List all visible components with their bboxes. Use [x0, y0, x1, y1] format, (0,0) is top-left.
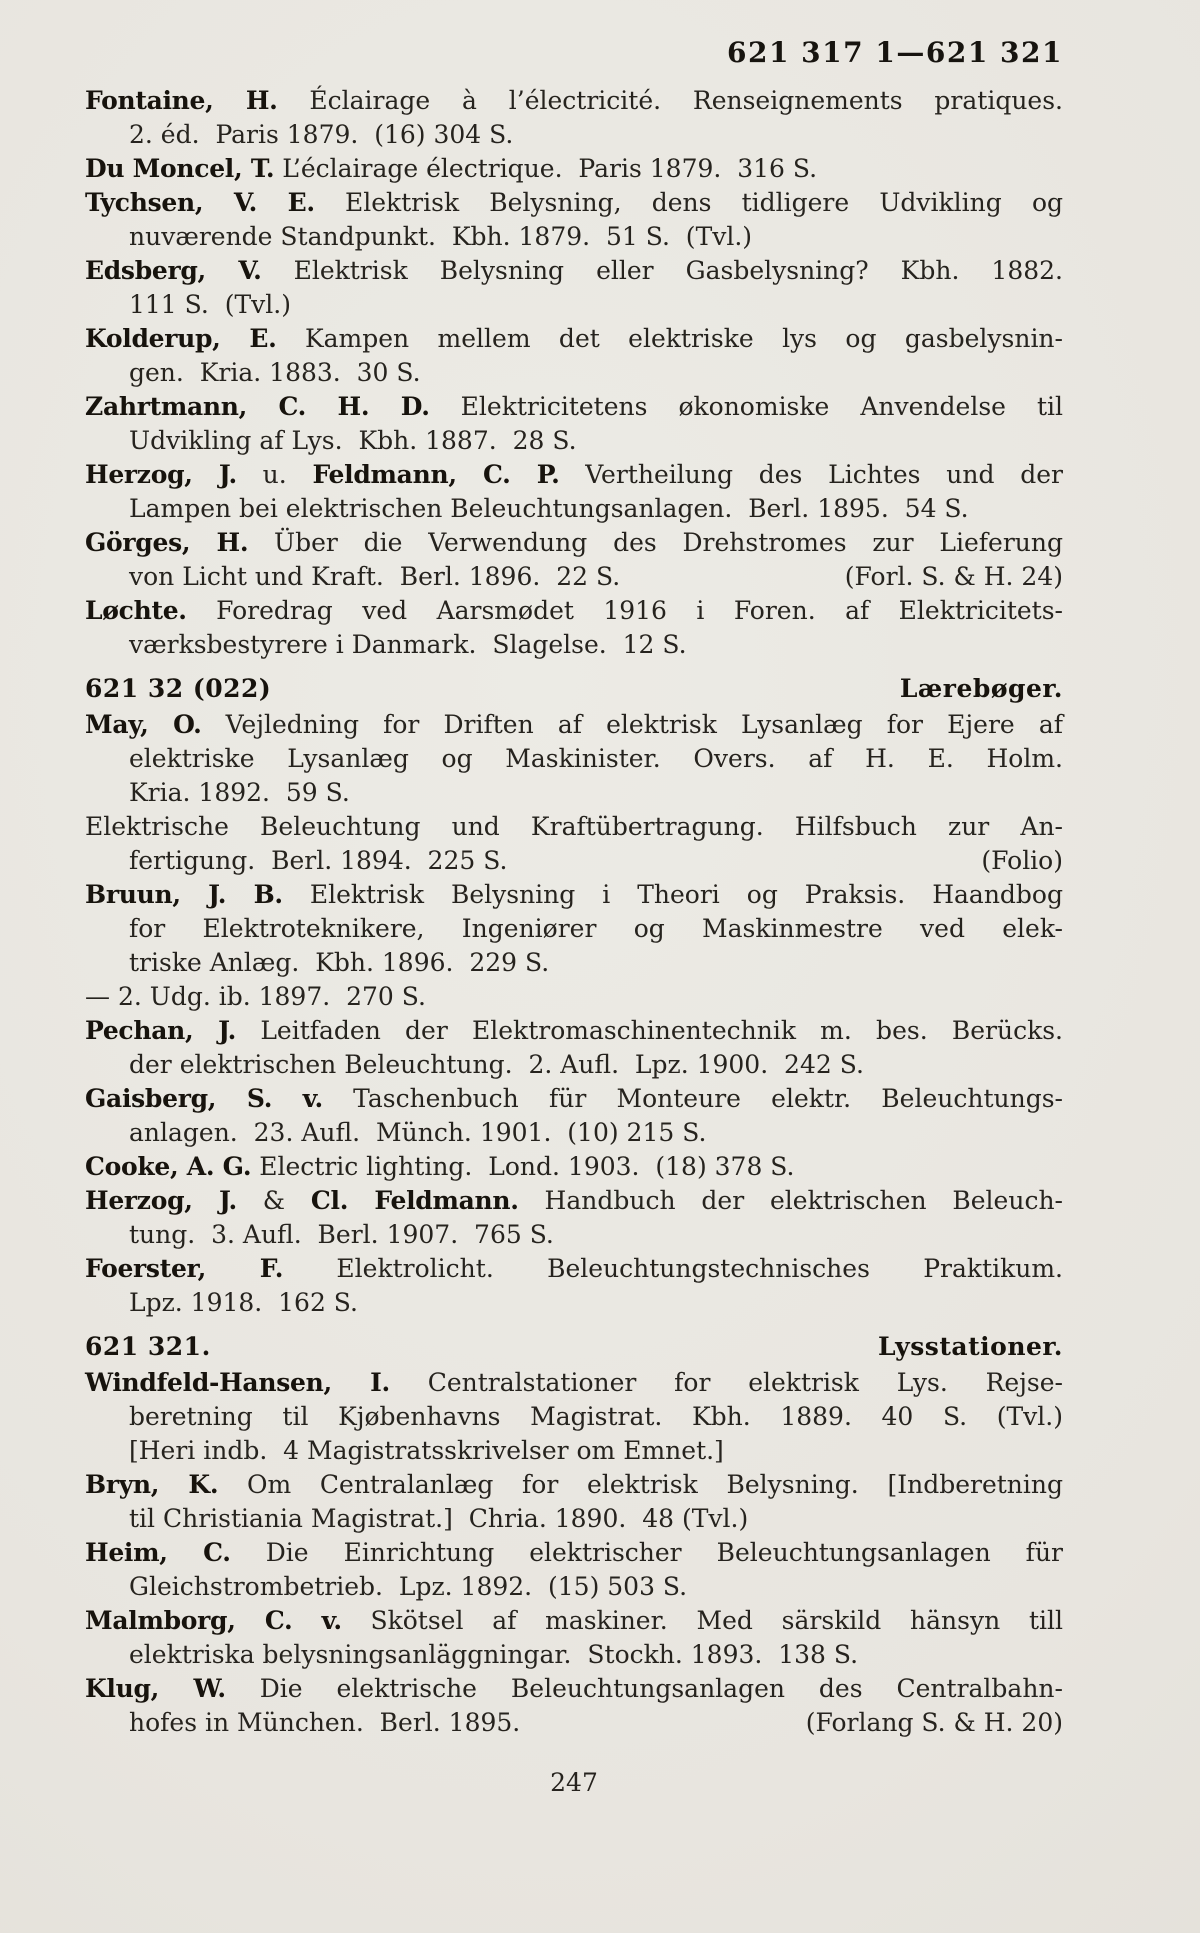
entry-line: [85, 1536, 1063, 1570]
catalog-entry: [85, 708, 1063, 810]
author-name: Zahrtmann, C. H. D.: [85, 392, 430, 421]
catalog-entry: [85, 1366, 1063, 1468]
entry-text: L’éclairage électrique. Paris 1879. 316 S.: [274, 154, 818, 183]
author-name: Edsberg, V.: [85, 256, 262, 285]
catalog-entry: [85, 84, 1063, 152]
entry-text: nuværende Standpunkt. Kbh. 1879. 51 S. (Tvl.): [129, 222, 753, 251]
entry-text: von Licht und Kraft. Berl. 1896. 22 S.: [129, 562, 621, 591]
entry-text: Über die Verwendung des Drehstromes zur Lieferung: [248, 528, 1064, 557]
section-number: 621 32 (022): [85, 674, 272, 703]
catalog-entry: [85, 526, 1063, 594]
entry-text: anlagen. 23. Aufl. Münch. 1901. (10) 215 S.: [129, 1118, 707, 1147]
entry-text: beretning til Kjøbenhavns Magistrat. Kbh. 1889. 40 S. (Tvl.): [129, 1402, 1063, 1431]
entry-line: [85, 742, 1063, 776]
author-name: Görges, H.: [85, 528, 249, 557]
entry-text: Gleichstrombetrieb. Lpz. 1892. (15) 503 S.: [129, 1572, 688, 1601]
text-block: [85, 84, 1063, 1740]
author-name: Feldmann, C. P.: [312, 460, 560, 489]
author-name: Gaisberg, S. v.: [85, 1084, 323, 1113]
entry-text: Udvikling af Lys. Kbh. 1887. 28 S.: [129, 426, 577, 455]
catalog-entry: [85, 1468, 1063, 1536]
catalog-entry: [85, 1536, 1063, 1604]
entry-text: Elektrisk Belysning i Theori og Praksis. Haandbog: [282, 880, 1063, 909]
entry-line: [85, 356, 1063, 390]
entry-text: tung. 3. Aufl. Berl. 1907. 765 S.: [129, 1220, 554, 1249]
entry-line: [85, 628, 1063, 662]
entry-text: Vejledning for Driften af elektrisk Lysanlæg for Ejere af: [201, 710, 1063, 739]
entry-line: [85, 84, 1063, 118]
entry-text: Elektrisk Belysning, dens tidligere Udvikling og: [314, 188, 1063, 217]
catalog-entry: [85, 810, 1063, 878]
catalog-entry: [85, 1150, 1063, 1184]
entry-line: [85, 1366, 1063, 1400]
entry-text: [129, 560, 620, 594]
entry-line: [85, 708, 1063, 742]
entry-text: Elektrische Beleuchtung und Kraftübertragung. Hilfsbuch zur An-: [85, 812, 1063, 841]
author-name: Pechan, J.: [85, 1016, 237, 1045]
entry-line: [85, 1400, 1063, 1434]
entry-line: [85, 844, 1063, 878]
entry-text: Lpz. 1918. 162 S.: [129, 1288, 358, 1317]
entry-line: [85, 152, 1063, 186]
author-name: Klug, W.: [85, 1674, 226, 1703]
author-name: Heim, C.: [85, 1538, 231, 1567]
author-name: Malmborg, C. v.: [85, 1606, 342, 1635]
entry-line: [85, 1604, 1063, 1638]
author-name: Cl. Feldmann.: [310, 1186, 519, 1215]
entry-line: [85, 560, 1063, 594]
entry-line: [85, 594, 1063, 628]
entry-text: [Heri indb. 4 Magistratsskrivelser om Emnet.]: [129, 1436, 724, 1465]
entry-text: Handbuch der elektrischen Beleuch-: [518, 1186, 1063, 1215]
catalog-entry: [85, 1252, 1063, 1320]
publisher-note: (Forl. S. & H. 24): [844, 562, 1063, 591]
entry-line: [85, 776, 1063, 810]
entry-line: [85, 118, 1063, 152]
entry-line: [85, 186, 1063, 220]
entry-text: &: [236, 1186, 311, 1215]
catalog-entry: [85, 1082, 1063, 1150]
entry-text: for Elektroteknikere, Ingeniører og Maskinmestre ved elek-: [129, 914, 1063, 943]
author-name: Windfeld-Hansen, I.: [85, 1368, 390, 1397]
catalog-entry: [85, 1014, 1063, 1082]
catalog-entry: [85, 254, 1063, 322]
entry-text: Elektrolicht. Beleuchtungstechnisches Praktikum.: [283, 1254, 1063, 1283]
entry-line: [85, 1502, 1063, 1536]
entry-text: Vertheilung des Lichtes und der: [559, 460, 1063, 489]
entry-line: [85, 1218, 1063, 1252]
section-heading: [85, 672, 1063, 706]
author-name: Kolderup, E.: [85, 324, 277, 353]
author-name: Løchte.: [85, 596, 187, 625]
entry-line: [85, 1434, 1063, 1468]
entry-text: der elektrischen Beleuchtung. 2. Aufl. Lpz. 1900. 242 S.: [129, 1050, 864, 1079]
entry-line: [85, 254, 1063, 288]
catalog-entry: [85, 152, 1063, 186]
entry-line: [85, 526, 1063, 560]
entry-line: [85, 1048, 1063, 1082]
entry-text: Taschenbuch für Monteure elektr. Beleuchtungs-: [322, 1084, 1063, 1113]
author-name: Tychsen, V. E.: [85, 188, 315, 217]
entry-line: [85, 492, 1063, 526]
entry-text: hofes in München. Berl. 1895.: [129, 1708, 521, 1737]
entry-line: [85, 1638, 1063, 1672]
catalog-entry: [85, 594, 1063, 662]
author-name: May, O.: [85, 710, 202, 739]
catalog-entry: [85, 390, 1063, 458]
section-heading: [85, 1330, 1063, 1364]
entry-line: [85, 458, 1063, 492]
entry-text: gen. Kria. 1883. 30 S.: [129, 358, 421, 387]
entry-text: — 2. Udg. ib. 1897. 270 S.: [85, 982, 426, 1011]
entry-text: Éclairage à l’électricité. Renseignements pratiques.: [277, 86, 1063, 115]
entry-text: Elektricitetens økonomiske Anvendelse til: [429, 392, 1063, 421]
catalog-entry: [85, 878, 1063, 980]
section-number: 621 321.: [85, 1332, 211, 1361]
entry-text: u.: [236, 460, 313, 489]
catalog-entry: [85, 458, 1063, 526]
entry-text: værksbestyrere i Danmark. Slagelse. 12 S.: [129, 630, 687, 659]
entry-text: Om Centralanlæg for elektrisk Belysning. [Indberetning: [218, 1470, 1063, 1499]
entry-text: fertigung. Berl. 1894. 225 S.: [129, 846, 508, 875]
entry-line: [85, 1286, 1063, 1320]
entry-text: Kampen mellem det elektriske lys og gasbelysnin-: [276, 324, 1063, 353]
entry-line: [85, 810, 1063, 844]
entry-line: [85, 1184, 1063, 1218]
running-head-classification-range: 621 317 1—621 321: [726, 36, 1063, 69]
catalog-entry: [85, 1184, 1063, 1252]
entry-line: [85, 1014, 1063, 1048]
page-number: 247: [550, 1768, 598, 1797]
author-name: Foerster, F.: [85, 1254, 284, 1283]
author-name: Bruun, J. B.: [85, 880, 283, 909]
author-name: Fontaine, H.: [85, 86, 278, 115]
entry-line: [85, 946, 1063, 980]
entry-line: [85, 1468, 1063, 1502]
entry-line: [85, 390, 1063, 424]
entry-line: [85, 322, 1063, 356]
entry-text: Skötsel af maskiner. Med särskild hänsyn till: [341, 1606, 1063, 1635]
entry-line: [85, 1570, 1063, 1604]
entry-text: Lampen bei elektrischen Beleuchtungsanlagen. Berl. 1895. 54 S.: [129, 494, 969, 523]
entry-text: Die Einrichtung elektrischer Beleuchtungsanlagen für: [230, 1538, 1063, 1567]
author-name: Herzog, J.: [85, 460, 237, 489]
author-name: Cooke, A. G.: [85, 1152, 252, 1181]
author-name: Bryn, K.: [85, 1470, 219, 1499]
entry-text: triske Anlæg. Kbh. 1896. 229 S.: [129, 948, 550, 977]
entry-text: Elektrisk Belysning eller Gasbelysning? Kbh. 1882.: [261, 256, 1063, 285]
entry-line: [85, 424, 1063, 458]
entry-text: Kria. 1892. 59 S.: [129, 778, 350, 807]
entry-text: 111 S. (Tvl.): [129, 290, 291, 319]
entry-line: [85, 1706, 1063, 1740]
entry-line: [85, 288, 1063, 322]
catalog-entry: [85, 1604, 1063, 1672]
section-label: Lysstationer.: [878, 1332, 1063, 1361]
author-name: Herzog, J.: [85, 1186, 237, 1215]
entry-text: Centralstationer for elektrisk Lys. Rejse-: [389, 1368, 1064, 1397]
author-name: Du Moncel, T.: [85, 154, 275, 183]
entry-text: Electric lighting. Lond. 1903. (18) 378 S.: [251, 1152, 795, 1181]
entry-line: [85, 220, 1063, 254]
entry-line: [85, 1252, 1063, 1286]
entry-line: [85, 912, 1063, 946]
entry-line: [85, 1672, 1063, 1706]
section-label: Lærebøger.: [899, 674, 1063, 703]
entry-text: elektriska belysningsanläggningar. Stockh. 1893. 138 S.: [129, 1640, 859, 1669]
catalog-entry: [85, 322, 1063, 390]
catalog-entry: [85, 186, 1063, 254]
entry-line: [85, 1150, 1063, 1184]
entry-text: Die elektrische Beleuchtungsanlagen des Centralbahn-: [225, 1674, 1063, 1703]
catalog-entry: [85, 980, 1063, 1014]
entry-text: Foredrag ved Aarsmødet 1916 i Foren. af Elektricitets-: [186, 596, 1063, 625]
entry-text: 2. éd. Paris 1879. (16) 304 S.: [129, 120, 514, 149]
entry-line: [85, 980, 1063, 1014]
entry-text: [129, 844, 507, 878]
entry-text: elektriske Lysanlæg og Maskinister. Overs. af H. E. Holm.: [129, 744, 1063, 773]
entry-text: Leitfaden der Elektromaschinentechnik m. bes. Berücks.: [236, 1016, 1064, 1045]
publisher-note: (Forlang S. & H. 20): [805, 1708, 1063, 1737]
entry-line: [85, 878, 1063, 912]
entry-text: [129, 1706, 520, 1740]
publisher-note: (Folio): [981, 846, 1063, 875]
entry-text: til Christiania Magistrat.] Chria. 1890. 48 (Tvl.): [129, 1504, 749, 1533]
catalog-entry: [85, 1672, 1063, 1740]
entry-line: [85, 1116, 1063, 1150]
entry-line: [85, 1082, 1063, 1116]
